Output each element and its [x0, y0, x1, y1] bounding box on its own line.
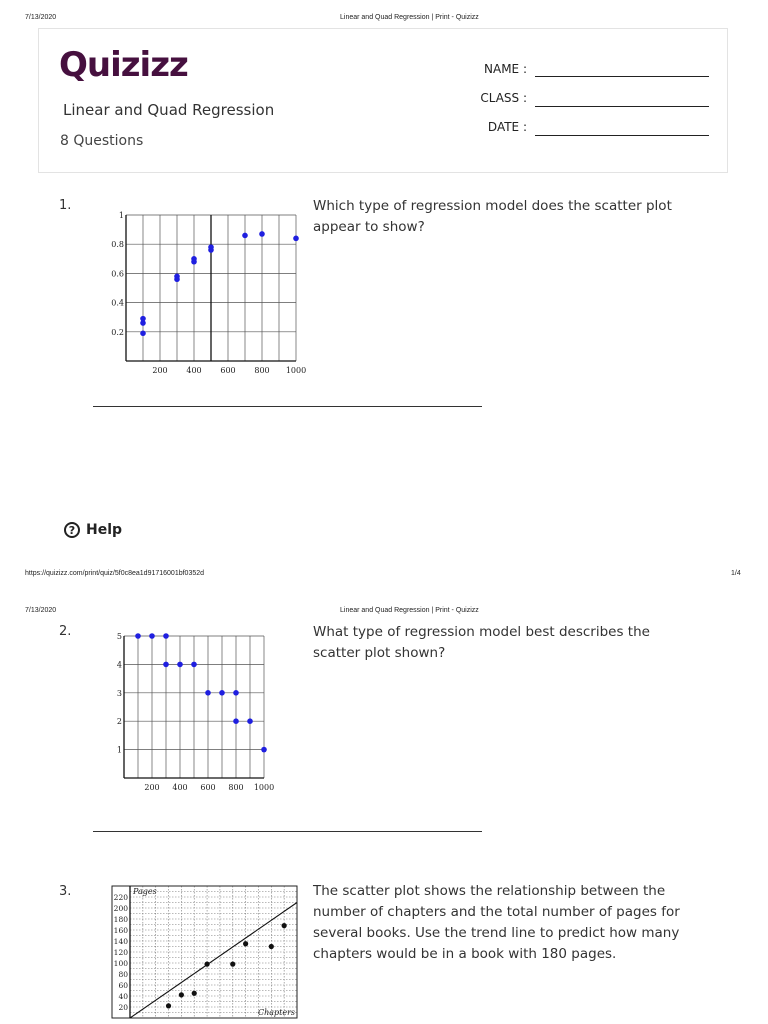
x-tick-label: 800	[254, 366, 270, 375]
class-label: CLASS :	[480, 91, 527, 105]
data-point	[140, 316, 146, 322]
data-point	[135, 633, 141, 639]
question-number: 1.	[59, 198, 72, 213]
y-tick-label: 1	[118, 211, 124, 220]
help-link[interactable]	[64, 522, 122, 538]
question-number: 2.	[59, 624, 72, 639]
data-point	[269, 944, 274, 949]
answer-line[interactable]	[93, 406, 482, 407]
data-point	[219, 690, 225, 696]
scatter-plot-q1	[100, 205, 307, 385]
y-tick-label: 160	[113, 926, 128, 935]
data-point	[163, 662, 169, 668]
data-point	[174, 274, 180, 280]
y-tick-label: 0.6	[111, 269, 124, 279]
y-tick-label: 180	[113, 915, 128, 924]
data-point	[192, 991, 197, 996]
x-tick-label: 1000	[285, 366, 307, 375]
data-point	[208, 244, 214, 250]
data-point	[163, 633, 169, 639]
print-date: 7/13/2020	[25, 14, 57, 21]
x-tick-label: 200	[144, 783, 160, 792]
y-tick-label: 40	[118, 992, 128, 1001]
scatter-plot-q2	[100, 630, 300, 805]
question-count: 8 Questions	[60, 133, 144, 149]
y-tick-label: 60	[118, 981, 128, 990]
y-tick-label: 100	[113, 959, 128, 968]
x-tick-label: 600	[220, 366, 236, 375]
y-tick-label: 20	[118, 1003, 128, 1012]
y-tick-label: 1	[116, 745, 122, 755]
x-tick-label: 1000	[253, 783, 275, 792]
print-title: Linear and Quad Regression | Print - Quizizz	[340, 607, 479, 614]
print-date: 7/13/2020	[25, 607, 57, 614]
data-point	[243, 941, 248, 946]
date-label: DATE :	[487, 120, 527, 134]
quizizz-logo: Quizizz	[59, 45, 188, 85]
data-point	[293, 236, 299, 242]
data-point	[166, 1003, 171, 1008]
x-tick-label: 800	[228, 783, 244, 792]
y-tick-label: 140	[113, 937, 128, 946]
data-point	[233, 718, 239, 724]
data-point	[261, 747, 267, 753]
data-point	[204, 962, 209, 967]
question-text: What type of regression model best describes the scatter plot shown?	[313, 624, 650, 661]
x-tick-label: 600	[200, 783, 216, 792]
name-field[interactable]	[535, 76, 709, 77]
y-tick-label: 80	[118, 970, 128, 979]
worksheet-header	[38, 28, 728, 173]
data-point	[177, 662, 183, 668]
x-tick-label: 200	[152, 366, 168, 375]
y-tick-label: 2	[116, 717, 122, 727]
y-tick-label: 120	[113, 948, 128, 957]
y-tick-label: 5	[116, 632, 122, 641]
scatter-plot-q3	[100, 878, 305, 1024]
data-point	[242, 233, 248, 239]
data-point	[149, 633, 155, 639]
y-tick-label: 4	[116, 660, 122, 670]
x-tick-label: 400	[186, 366, 202, 375]
data-point	[179, 992, 184, 997]
data-point	[282, 923, 287, 928]
x-axis-label: Chapters	[257, 1008, 295, 1017]
data-point	[205, 690, 211, 696]
y-tick-label: 0.2	[111, 327, 124, 337]
data-point	[191, 662, 197, 668]
data-point	[230, 962, 235, 967]
print-title: Linear and Quad Regression | Print - Quizizz	[340, 14, 479, 21]
name-label: NAME :	[484, 62, 527, 76]
y-tick-label: 200	[113, 904, 128, 913]
question-circle-icon: ?	[64, 522, 80, 538]
answer-line[interactable]	[93, 831, 482, 832]
data-point	[259, 231, 265, 237]
date-field[interactable]	[535, 135, 709, 136]
question-text: Which type of regression model does the scatter plot appear to show?	[313, 198, 672, 235]
class-field[interactable]	[535, 106, 709, 107]
question-number: 3.	[59, 884, 72, 899]
question-text: The scatter plot shows the relationship between the number of chapters and the total number of pages for several books. Use the trend line to predict how many chapters would be in a book with 180 pages.	[313, 883, 680, 962]
data-point	[247, 718, 253, 724]
data-point	[140, 330, 146, 336]
y-axis-label: Pages	[133, 887, 157, 896]
data-point	[191, 256, 197, 262]
trend-line	[130, 903, 297, 1019]
x-tick-label: 400	[172, 783, 188, 792]
print-url: https://quizizz.com/print/quiz/5f0c8ea1d91716001bf0352d	[25, 570, 205, 577]
y-tick-label: 0.4	[111, 298, 124, 308]
y-tick-label: 3	[116, 688, 122, 698]
y-tick-label: 220	[113, 893, 128, 902]
page-number: 1/4	[731, 570, 741, 577]
data-point	[233, 690, 239, 696]
y-tick-label: 0.8	[111, 240, 124, 250]
help-label: Help	[86, 522, 123, 538]
quiz-title: Linear and Quad Regression	[63, 101, 275, 119]
